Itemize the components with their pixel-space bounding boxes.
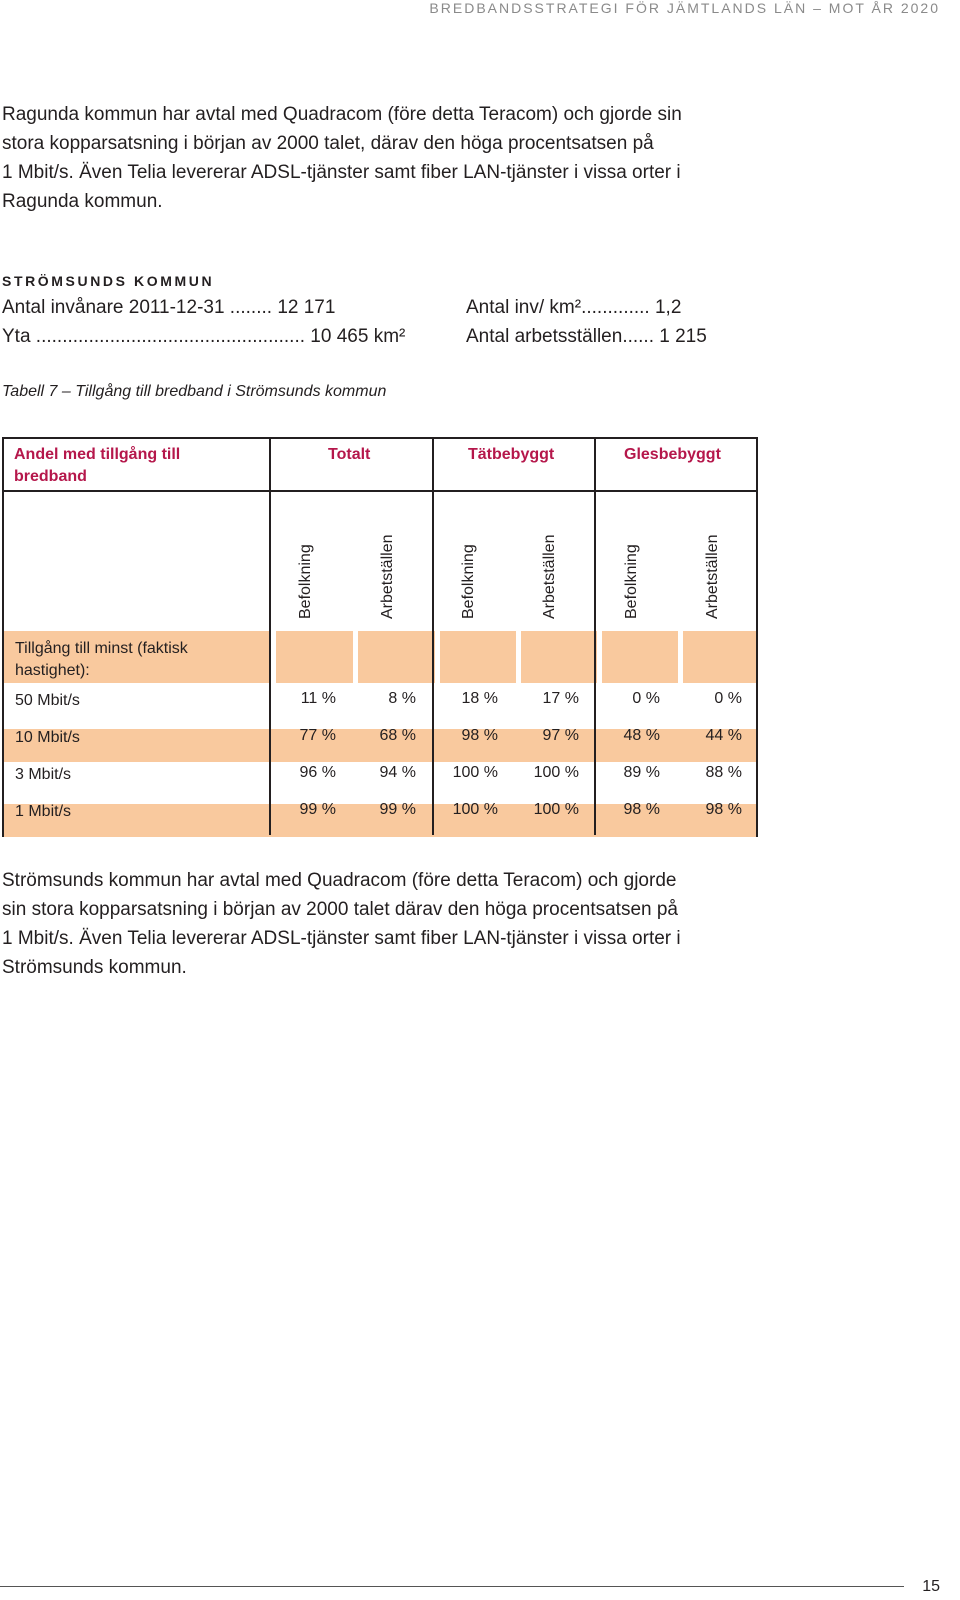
table-cell: 8 % — [388, 690, 416, 707]
table-caption: Tabell 7 – Tillgång till bredband i Strömsunds kommun — [2, 383, 387, 400]
table-cell: 98 % — [461, 727, 498, 744]
row-label: 1 Mbit/s — [15, 803, 72, 820]
table-cell: 99 % — [379, 801, 416, 818]
table-cell: 94 % — [379, 764, 416, 781]
table-cell: 98 % — [623, 801, 660, 818]
sub-header: Arbetställen — [541, 534, 558, 619]
paragraph-line: Strömsunds kommun har avtal med Quadracom (före detta Teracom) och gjorde — [2, 870, 677, 891]
paragraph-line: 1 Mbit/s. Även Telia levererar ADSL-tjänster samt fiber LAN-tjänster i vissa orter i — [2, 928, 681, 949]
table-cell: 100 % — [452, 764, 498, 781]
paragraph-line: Strömsunds kommun. — [2, 957, 187, 978]
running-header: BREDBANDSSTRATEGI FÖR JÄMTLANDS LÄN – MOT ÅR 2020 — [429, 0, 940, 16]
sub-header: Arbetställen — [379, 534, 396, 619]
table-cell: 97 % — [542, 727, 579, 744]
table-cell: 100 % — [452, 801, 498, 818]
paragraph-line: Ragunda kommun. — [2, 191, 163, 212]
row-label: 50 Mbit/s — [15, 692, 80, 709]
sub-header: Befolkning — [623, 544, 640, 619]
row-label: 3 Mbit/s — [15, 766, 72, 783]
table-cell: 68 % — [379, 727, 416, 744]
table-cell: 88 % — [705, 764, 742, 781]
table-cell: 17 % — [542, 690, 579, 707]
page-number: 15 — [922, 1578, 940, 1595]
table-cell: 0 % — [714, 690, 742, 707]
fact-population: Antal invånare 2011-12-31 ........ 12 171 — [2, 297, 336, 318]
paragraph-line: Ragunda kommun har avtal med Quadracom (före detta Teracom) och gjorde sin — [2, 104, 682, 125]
corner-header: Andel med tillgång till bredband — [14, 446, 181, 485]
intro-paragraph — [2, 100, 762, 216]
sub-header: Arbetställen — [704, 534, 721, 619]
fact-density: Antal inv/ km²............. 1,2 — [466, 297, 682, 318]
table-cell: 89 % — [623, 764, 660, 781]
section-heading: STRÖMSUNDS KOMMUN — [2, 273, 215, 289]
footer-rule — [0, 1586, 904, 1587]
group-header-glesbebyggt: Glesbebyggt — [624, 446, 721, 463]
table-cell: 44 % — [705, 727, 742, 744]
table-cell: 99 % — [299, 801, 336, 818]
table-cell: 100 % — [533, 801, 579, 818]
table-cell: 77 % — [299, 727, 336, 744]
group-header-totalt: Totalt — [328, 446, 371, 463]
table-cell: 48 % — [623, 727, 660, 744]
section-label: Tillgång till minst (faktisk hastighet): — [15, 640, 188, 679]
table-cell: 100 % — [533, 764, 579, 781]
fact-area: Yta ................................................... 10 465 km² — [2, 326, 406, 347]
sub-header: Befolkning — [460, 544, 477, 619]
table-cell: 98 % — [705, 801, 742, 818]
broadband-table — [2, 437, 758, 837]
paragraph-line: 1 Mbit/s. Även Telia levererar ADSL-tjänster samt fiber LAN-tjänster i vissa orter i — [2, 162, 681, 183]
table-cell: 0 % — [632, 690, 660, 707]
closing-paragraph — [2, 866, 762, 982]
group-header-tatbebyggt: Tätbebyggt — [468, 446, 555, 463]
table-cell: 96 % — [299, 764, 336, 781]
fact-workplaces: Antal arbetsställen...... 1 215 — [466, 326, 707, 347]
row-label: 10 Mbit/s — [15, 729, 80, 746]
sub-header: Befolkning — [297, 544, 314, 619]
table-cell: 18 % — [461, 690, 498, 707]
paragraph-line: stora kopparsatsning i början av 2000 talet, därav den höga procentsatsen på — [2, 133, 654, 154]
paragraph-line: sin stora kopparsatsning i början av 2000 talet därav den höga procentsatsen på — [2, 899, 679, 920]
table-cell: 11 % — [300, 690, 336, 707]
